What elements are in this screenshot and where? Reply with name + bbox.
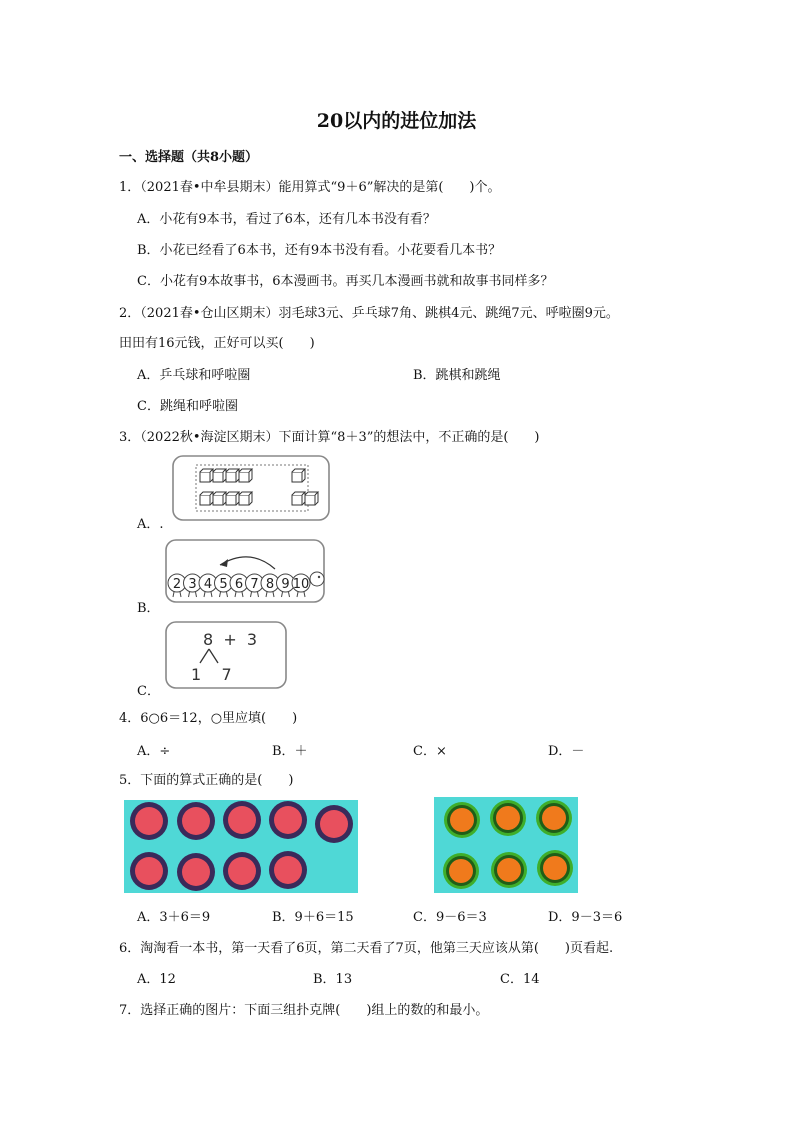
q6-option-a[interactable]: A．12 bbox=[137, 972, 176, 987]
red-disc bbox=[177, 853, 215, 891]
q3-figure-b-number-line bbox=[165, 539, 327, 605]
q4-option-d[interactable]: D．－ bbox=[548, 744, 585, 759]
q4-option-b[interactable]: B．＋ bbox=[272, 744, 308, 759]
caterpillar-head bbox=[310, 572, 324, 586]
caterpillar-number: 10 bbox=[292, 577, 310, 592]
q5-orange-discs-picture bbox=[434, 797, 578, 893]
q5-red-discs-picture bbox=[124, 800, 358, 893]
q3-figure-a-cubes bbox=[172, 455, 332, 523]
red-disc bbox=[130, 852, 168, 890]
question-2-stem-cont: 田田有16元钱，正好可以买( ) bbox=[119, 336, 315, 351]
question-7-stem: 7．选择正确的图片：下面三组扑克牌( )组上的数的和最小。 bbox=[119, 1003, 489, 1018]
question-3-stem: 3．（2022秋•海淀区期末）下面计算“8＋3”的想法中，不正确的是( ) bbox=[119, 430, 540, 445]
question-5-stem: 5．下面的算式正确的是( ) bbox=[119, 773, 294, 788]
q5-option-b[interactable]: B．9＋6＝15 bbox=[272, 910, 354, 925]
orange-disc bbox=[444, 802, 480, 838]
question-1-stem: 1．（2021春•中牟县期末）能用算式“9＋6”解决的是第( )个。 bbox=[119, 180, 501, 195]
caterpillar-number: 5 bbox=[219, 577, 228, 592]
q5-option-c[interactable]: C．9－6＝3 bbox=[413, 910, 487, 925]
q1-option-c[interactable]: C．小花有9本故事书，6本漫画书。再买几本漫画书就和故事书同样多？ bbox=[137, 274, 554, 289]
q2-option-b[interactable]: B．跳棋和跳绳 bbox=[413, 368, 501, 383]
red-disc bbox=[269, 851, 307, 889]
q2-option-a[interactable]: A．乒乓球和呼啦圈 bbox=[137, 368, 251, 383]
red-disc bbox=[223, 852, 261, 890]
orange-disc bbox=[537, 850, 573, 886]
caterpillar-number: 4 bbox=[203, 577, 213, 592]
red-disc bbox=[269, 801, 307, 839]
figc-top: 8 + 3 bbox=[203, 630, 258, 649]
q5-option-a[interactable]: A．3＋6＝9 bbox=[137, 910, 211, 925]
q3-option-c[interactable]: C． bbox=[137, 684, 160, 699]
q6-option-b[interactable]: B．13 bbox=[313, 972, 353, 987]
q2-option-c[interactable]: C．跳绳和呼啦圈 bbox=[137, 399, 238, 414]
orange-disc bbox=[491, 852, 527, 888]
question-4-stem: 4．6○6＝12，○里应填( ) bbox=[119, 711, 298, 726]
figc-bottom: 1 7 bbox=[191, 665, 232, 684]
red-disc bbox=[315, 805, 353, 843]
orange-disc bbox=[490, 800, 526, 836]
red-disc bbox=[223, 801, 261, 839]
q1-option-a[interactable]: A．小花有9本书，看过了6本，还有几本书没有看？ bbox=[137, 212, 436, 227]
red-disc bbox=[130, 802, 168, 840]
orange-disc bbox=[536, 800, 572, 836]
q5-option-d[interactable]: D．9－3＝6 bbox=[548, 910, 623, 925]
caterpillar-number: 2 bbox=[172, 577, 182, 592]
red-disc bbox=[177, 802, 215, 840]
question-2-stem: 2．（2021春•仓山区期末）羽毛球3元、乒乓球7角、跳棋4元、跳绳7元、呼啦圈9元。 bbox=[119, 306, 619, 321]
section-heading: 一、选择题（共8小题） bbox=[119, 150, 259, 165]
q3-option-b[interactable]: B． bbox=[137, 601, 160, 616]
caterpillar-number: 3 bbox=[188, 577, 197, 592]
q6-option-c[interactable]: C．14 bbox=[500, 972, 540, 987]
q3-figure-c-split bbox=[165, 621, 289, 691]
question-6-stem: 6．淘淘看一本书，第一天看了6页，第二天看了7页，他第三天应该从第( )页看起. bbox=[119, 941, 614, 956]
q3-option-a[interactable]: A．. bbox=[137, 517, 164, 532]
q1-option-b[interactable]: B．小花已经看了6本书，还有9本书没有看。小花要看几本书？ bbox=[137, 243, 502, 258]
q4-option-c[interactable]: C．× bbox=[413, 744, 447, 759]
caterpillar-number: 7 bbox=[250, 577, 259, 592]
caterpillar-number: 9 bbox=[281, 577, 290, 592]
caterpillar-number: 6 bbox=[234, 577, 244, 592]
caterpillar-number: 8 bbox=[265, 577, 275, 592]
q4-option-a[interactable]: A．÷ bbox=[137, 744, 171, 759]
orange-disc bbox=[443, 853, 479, 889]
page-title: 20以内的进位加法 bbox=[316, 110, 477, 132]
